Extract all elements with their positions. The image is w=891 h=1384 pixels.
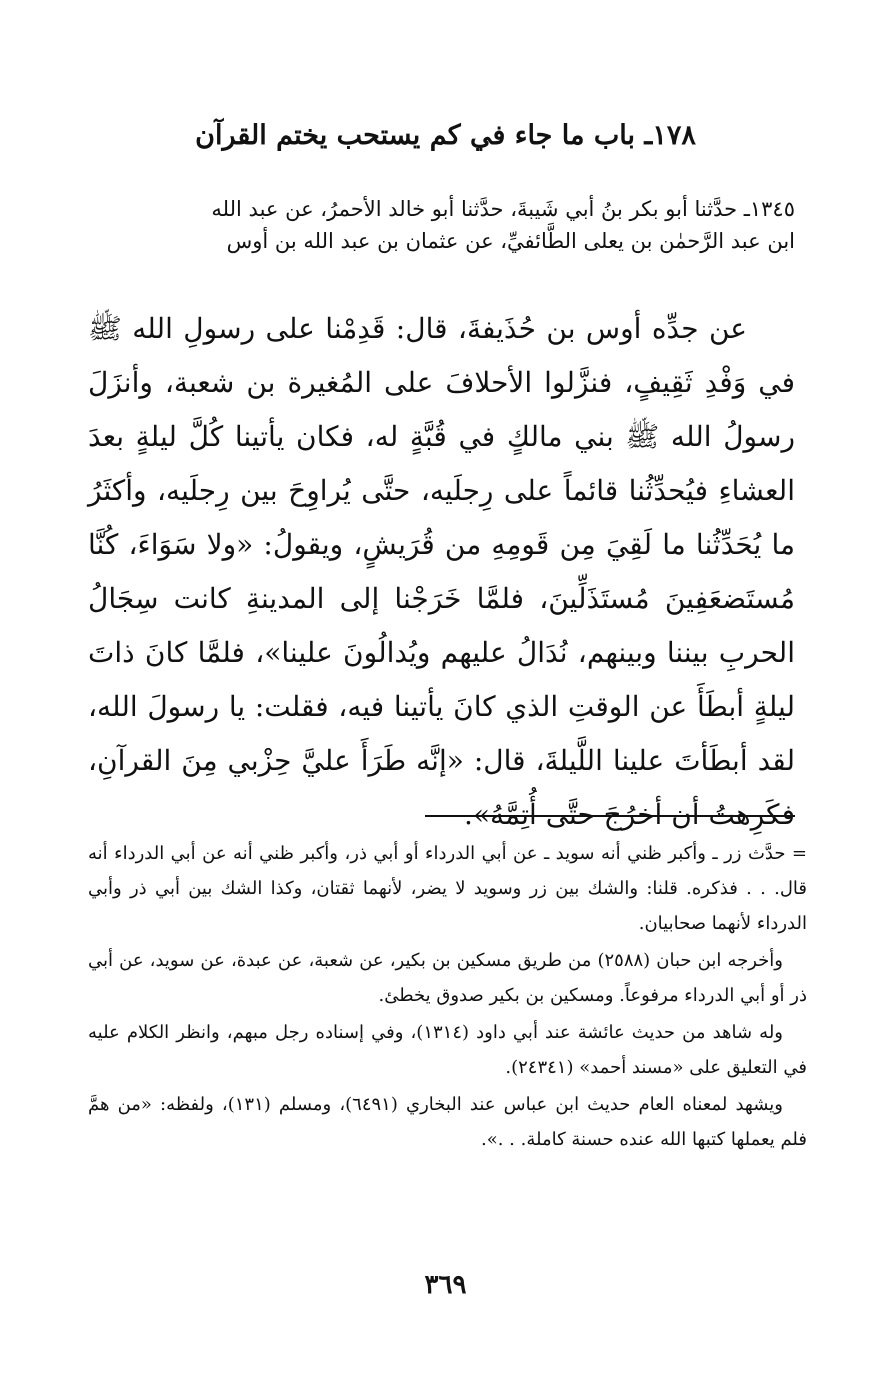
footnote-paragraph: وله شاهد من حديث عائشة عند أبي داود (١٣١٤)، وفي إسناده رجل مبهم، وانظر الكلام عليه في التعليق على «مسند أحمد» (٢٤٣٤١). bbox=[88, 1022, 807, 1078]
footnote-divider bbox=[425, 815, 795, 817]
isnad-line-2: ابن عبد الرَّحمٰن بن يعلى الطَّائفيِّ، عن عثمان بن عبد الله بن أوس bbox=[226, 229, 795, 253]
footnote-paragraph: = حدَّث زر ـ وأكبر ظني أنه سويد ـ عن أبي الدرداء أو أبي ذر، وأكبر ظني أنه عن أبي الدرداء أنه قال. . . فذكره. قلنا: والشك بين زر وسويد لا يضر، لأنهما ثقتان، وكذا الشك بين أبي ذر وأبي الدرداء لأنهما صحابيان. bbox=[88, 843, 807, 934]
hadith-text bbox=[88, 302, 795, 842]
hadith-matn: عن جدِّه أوس بن حُذَيفةَ، قال: قَدِمْنا على رسولِ الله ﷺ في وَفْدِ ثَقِيفٍ، فنزَّلوا الأحلافَ على المُغيرة بن شعبة، وأنزَلَ رسولُ الله ﷺ بني مالكٍ في قُبَّةٍ له، فكان يأتينا كُلَّ ليلةٍ بعدَ العشاءِ فيُحدِّثُنا قائماً على رِجلَيه، حتَّى يُراوِحَ بين رِجلَيه، وأكثَرُ ما يُحَدِّثُنا ما لَقِيَ مِن قَومِهِ من قُرَيشٍ، ويقولُ: «ولا سَوَاءَ، كُنَّا مُستَضعَفِينَ مُستَذَلِّينَ، فلمَّا خَرَجْنا إلى المدينةِ كانت سِجَالُ الحربِ بيننا وبينهم، نُدَالُ عليهم ويُدالُونَ علينا»، فلمَّا كانَ ذاتَ ليلةٍ أبطَأَ عن الوقتِ الذي كانَ يأتينا فيه، فقلت: يا رسولَ الله، لقد أبطَأتَ علينا اللَّيلةَ، قال: «إنَّه طَرَأَ عليَّ حِزْبي مِنَ القرآنِ، فكَرِهتُ أن أخرُجَ حتَّى أُتِمَّهُ». bbox=[88, 312, 795, 831]
page-number: ٣٦٩ bbox=[424, 1270, 467, 1300]
footnotes bbox=[88, 836, 807, 1159]
footnote-paragraph: وأخرجه ابن حبان (٢٥٨٨) من طريق مسكين بن بكير، عن شعبة، عن عبدة، عن سويد، عن أبي ذر أو أبي الدرداء مرفوعاً. ومسكين بن بكير صدوق يخطئ. bbox=[88, 950, 807, 1006]
hadith-isnad bbox=[96, 193, 795, 257]
chapter-title: ١٧٨ـ باب ما جاء في كم يستحب يختم القرآن bbox=[195, 120, 696, 151]
footnote-paragraph: ويشهد لمعناه العام حديث ابن عباس عند البخاري (٦٤٩١)، ومسلم (١٣١)، ولفظه: «من همَّ فلم يعملها كتبها الله عنده حسنة كاملة. . .». bbox=[88, 1094, 807, 1150]
isnad-line-1: ١٣٤٥ـ حدَّثنا أبو بكر بنُ أبي شَيبةَ، حدَّثنا أبو خالد الأحمرُ، عن عبد الله bbox=[211, 197, 795, 221]
